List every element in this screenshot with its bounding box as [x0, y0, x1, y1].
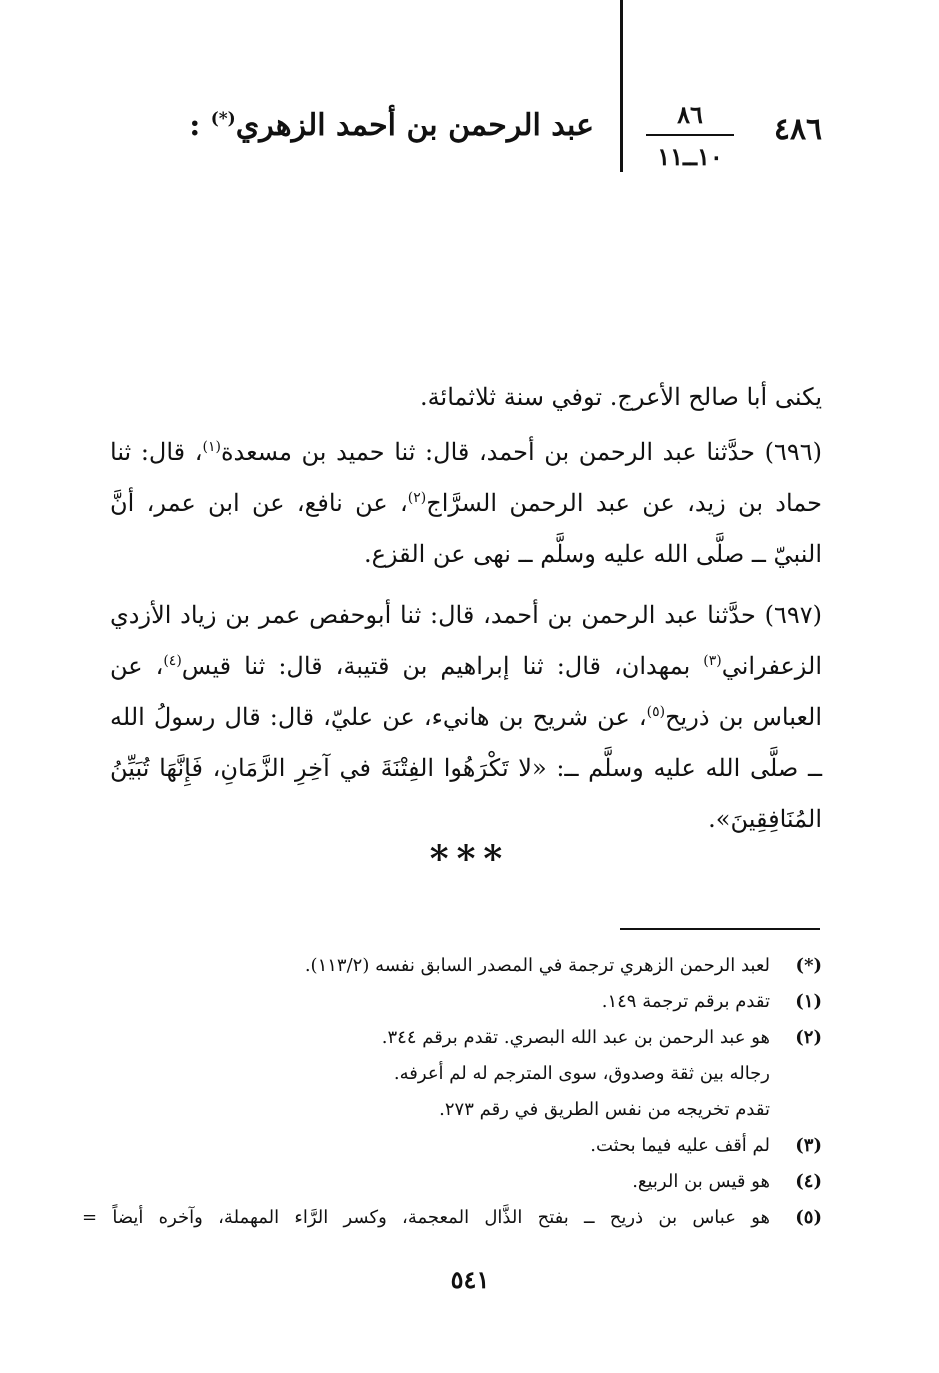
footnote-text: تقدم برقم ترجمة ١٤٩. [601, 991, 770, 1012]
hadith-696-part3: ، عن نافع، عن ابن عمر، أنَّ النبيّ ــ صلَّى الله عليه وسلَّم ــ نهى عن القزع. [110, 489, 822, 568]
footnotes [82, 948, 822, 1236]
page-number: ٥٤١ [450, 1265, 490, 1294]
entry-title-footnote-mark: (*) [210, 109, 236, 129]
footnote-1 [82, 984, 822, 1020]
footnote-2 [82, 1020, 822, 1056]
entry-number: ٤٨٦ [773, 112, 823, 147]
footnote-star [82, 948, 822, 984]
entry-title [189, 108, 594, 143]
footnote-ref-4: (٤) [163, 653, 182, 669]
hadith-697-part4: ، عن شريح بن هانيء، عن عليّ، قال: قال رسولُ الله ــ صلَّى الله عليه وسلَّم ــ: «لا تَكْرَهُوا الفِتْنَةَ في آخِرِ الزَّمَانِ، فَإِنَّهَا تُبَيِّنُ المُنَافِقِينَ». [110, 703, 822, 833]
hadith-697-part1: (٦٩٧) حدَّثنا عبد الرحمن بن أحمد، قال: ثنا أبوحفص عمر بن زياد الأزدي الزعفراني [110, 601, 822, 680]
footnote-3 [82, 1128, 822, 1164]
footnote-ref-3: (٣) [703, 653, 722, 669]
footnote-marker: (١) [795, 991, 822, 1012]
intro-paragraph: يكنى أبا صالح الأعرج. توفي سنة ثلاثمائة. [420, 383, 822, 411]
hadith-696-part2: ، قال: ثنا حماد بن زيد، عن عبد الرحمن السرَّاج [110, 438, 823, 517]
entry-title-suffix: : [189, 108, 211, 143]
footnote-ref-5: (٥) [646, 704, 666, 720]
footnote-text: هو عبد الرحمن بن عبد الله البصري. تقدم برقم ٣٤٤. [381, 1027, 770, 1048]
footnote-text: لعبد الرحمن الزهري ترجمة في المصدر السابق نفسه (١١٣/٢). [304, 955, 770, 976]
hadith-697-part3: ، عن العباس بن ذريح [110, 652, 822, 731]
section-separator: *** [429, 838, 511, 880]
footnote-marker: (٥) [795, 1207, 822, 1228]
footnote-ref-2: (٢) [407, 490, 427, 506]
footnote-text: هو عباس بن ذريح ــ بفتح الذَّال المعجمة، وكسر الرَّاء المهملة، وآخره أيضاً = [82, 1207, 770, 1228]
footnote-5 [82, 1200, 822, 1236]
body-text [110, 372, 822, 855]
footnote-2-continuation: رجاله بين ثقة وصدوق، سوى المترجم له لم أعرفه. [393, 1063, 770, 1084]
header-divider [620, 0, 623, 172]
hadith-696 [110, 427, 822, 580]
fraction-denominator: ١٠ــ١١ [657, 142, 723, 171]
footnote-ref-1: (١) [202, 439, 221, 455]
footnote-text: هو قيس بن الربيع. [632, 1171, 770, 1192]
footnote-rule [620, 928, 820, 930]
footnote-marker: (٤) [795, 1171, 822, 1192]
footnote-marker: (*) [795, 955, 822, 976]
entry-title-text: عبد الرحمن بن أحمد الزهري [235, 108, 594, 143]
fraction-bar [646, 134, 734, 136]
footnote-text: لم أقف عليه فيما بحثت. [590, 1135, 770, 1156]
footnote-2-continuation: تقدم تخريجه من نفس الطريق في رقم ٢٧٣. [439, 1099, 770, 1120]
footnote-marker: (٢) [795, 1027, 822, 1048]
footnote-4 [82, 1164, 822, 1200]
fraction-numerator: ٨٦ [677, 100, 703, 129]
hadith-696-part1: (٦٩٦) حدَّثنا عبد الرحمن بن أحمد، قال: ثنا حميد بن مسعدة [220, 438, 822, 466]
hadith-697-part2: بمهدان، قال: ثنا إبراهيم بن قتيبة، قال: ثنا قيس [181, 652, 704, 680]
footnote-marker: (٣) [795, 1135, 822, 1156]
reference-fraction [640, 100, 740, 172]
hadith-697 [110, 590, 822, 845]
